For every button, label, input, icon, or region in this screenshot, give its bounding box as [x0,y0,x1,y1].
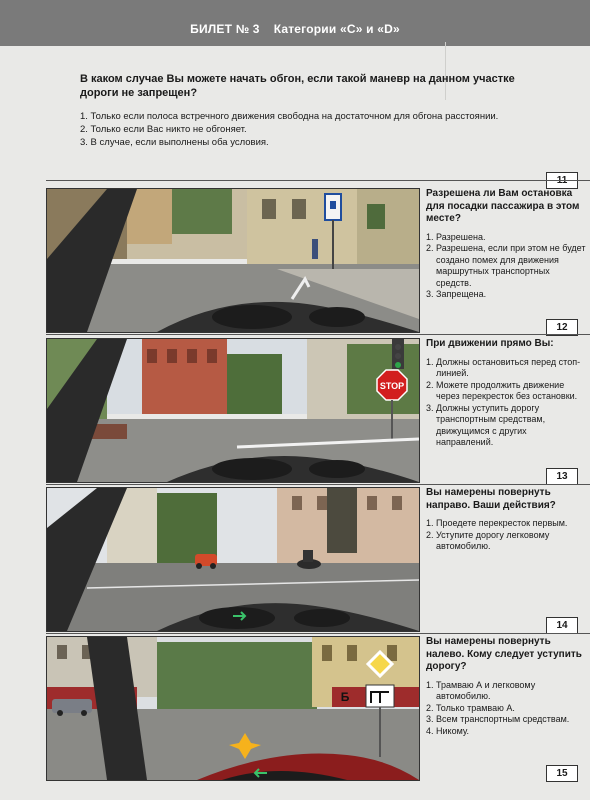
answer-option[interactable]: 3. Должны уступить дорогу транспортным средствам, движущимся с других направлений. [426,402,546,447]
question-number-14: 14 [546,617,578,634]
question-photo [46,188,420,333]
question-14 [46,487,588,632]
answer-list [426,680,586,738]
answer-option[interactable]: 4. Никому. [426,725,469,736]
answer-option[interactable]: 2. Уступите дорогу легковому автомобилю. [426,529,550,551]
question-text: Вы намерены повернуть направо. Ваши действия? [426,487,556,511]
answer-option[interactable]: 2. Только трамваю А. [426,702,515,713]
categories-label: Категории «С» и «D» [273,22,400,36]
answer-option[interactable]: 1. Разрешена. [426,231,486,242]
question-text: Разрешена ли Вам остановка для посадки пассажира в этом месте? [426,188,580,224]
answer-option[interactable]: 3. Всем транспортным средствам. [426,714,570,724]
question-panel [426,636,586,737]
divider [46,633,590,634]
ticket-number: БИЛЕТ № 3 [190,22,260,36]
question-11 [80,72,530,149]
answer-list [426,232,586,301]
divider [46,484,590,485]
question-photo [46,338,420,483]
stop-sign-text: STOP [379,381,405,391]
header-title [0,22,590,36]
question-13 [46,338,588,483]
answer-option[interactable]: 3. Запрещена. [426,289,487,299]
question-panel [426,338,586,449]
label-b: Б [340,690,350,704]
page-header [0,0,590,46]
answer-option[interactable]: 2. Только если Вас никто не обгоняет. [80,124,247,135]
question-number-15: 15 [546,765,578,782]
question-text: Вы намерены повернуть налево. Кому следует уступить дорогу? [426,636,582,672]
question-photo [46,487,420,632]
answer-list [426,518,586,553]
question-panel [426,487,586,553]
answer-list [426,357,586,449]
question-number-13: 13 [546,468,578,485]
answer-list [80,110,530,149]
answer-option[interactable]: 2. Можете продолжить движение через перекресток без остановки. [426,379,578,401]
answer-option[interactable]: 1. Трамваю А и легковому автомобилю. [426,679,536,701]
answer-option[interactable]: 1. Только если полоса встречного движения свободна на достаточном для обгона расстоянии. [80,111,499,122]
question-text: При движении прямо Вы: [426,338,554,349]
question-panel [426,188,586,301]
question-photo [46,636,420,781]
answer-option[interactable]: 3. В случае, если выполнены оба условия. [80,137,269,148]
divider [46,334,590,335]
answer-option[interactable]: 1. Должны остановиться перед стоп-линией. [426,356,581,378]
question-number-12: 12 [546,319,578,336]
question-text: В каком случае Вы можете начать обгон, если такой маневр на данном участке дороги не запрещен? [80,73,515,99]
answer-option[interactable]: 2. Разрешена, если при этом не будет создано помех для движения маршрутных транспортных средств. [426,243,586,288]
question-15 [46,636,588,781]
answer-option[interactable]: 1. Проедете перекресток первым. [426,518,568,528]
divider [46,180,590,181]
question-12 [46,188,588,333]
